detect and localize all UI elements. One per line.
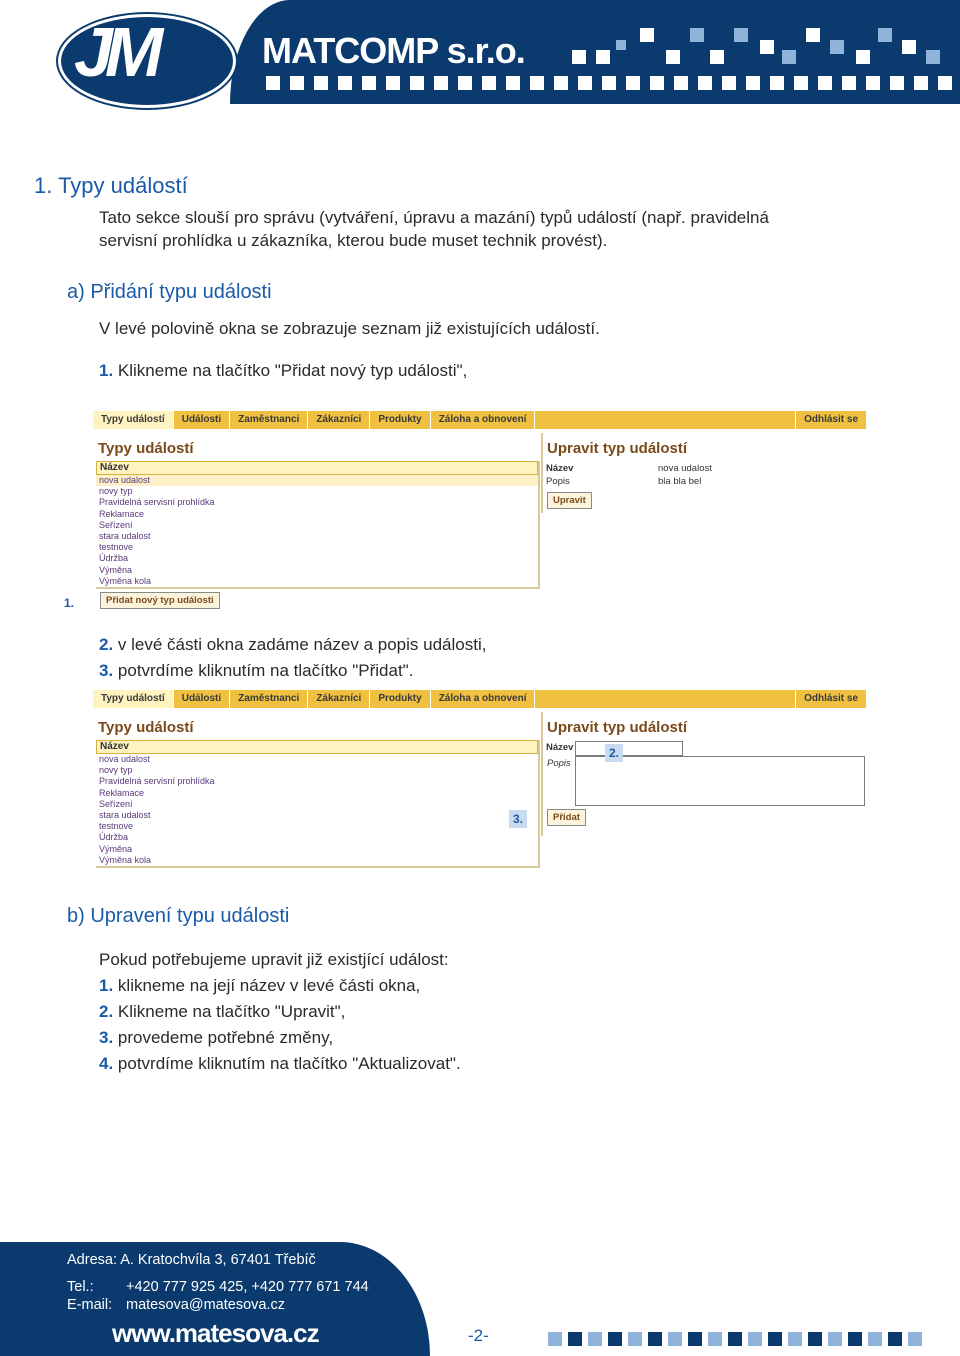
page-number: -2- <box>468 1326 489 1345</box>
step-number: 2. <box>99 1002 114 1021</box>
step-number: 2. <box>99 635 114 654</box>
step-text: provedeme potřebné změny, <box>113 1028 334 1047</box>
section-title: 1. Typy událostí <box>34 173 188 198</box>
list-item[interactable]: Reklamace <box>99 508 145 519</box>
field-label-desc: Popis <box>547 758 571 769</box>
panel-divider <box>541 433 543 513</box>
left-panel-title: Typy událostí <box>98 440 194 457</box>
list-header: Název <box>96 461 538 475</box>
list-item[interactable]: novy typ <box>99 765 133 776</box>
brand-name: MATCOMP s.r.o. <box>262 30 525 71</box>
nav-logout[interactable]: Odhlásit se <box>795 690 866 708</box>
intro-line-2: servisní prohlídka u zákazníka, kterou bude muset technik provést). <box>99 231 608 250</box>
step-number: 3. <box>99 1028 114 1047</box>
name-input[interactable] <box>575 741 683 756</box>
edit-step-2 <box>99 1000 345 1024</box>
list-item[interactable]: nova udalost <box>96 475 538 486</box>
list-item[interactable]: stara udalost <box>99 809 151 820</box>
edit-step-3 <box>99 1026 333 1050</box>
marker-2: 2. <box>605 744 623 762</box>
update-button[interactable]: Upravit <box>547 492 592 509</box>
nav-item-zamestnanci[interactable]: Zaměstnanci <box>230 411 308 429</box>
nav-item-produkty[interactable]: Produkty <box>370 690 430 708</box>
nav-item-zaloha[interactable]: Záloha a obnovení <box>431 690 536 708</box>
list-item[interactable]: Údržba <box>99 553 129 564</box>
field-value-name: nova udalost <box>658 463 712 474</box>
nav-item-udalosti[interactable]: Události <box>174 690 230 708</box>
list-item[interactable]: nova udalost <box>99 754 151 764</box>
step-text: potvrdíme kliknutím na tlačítko "Aktualizovat". <box>113 1054 461 1073</box>
step-text: v levé části okna zadáme název a popis události, <box>113 635 487 654</box>
marker-1: 1. <box>64 596 75 610</box>
right-panel-title: Upravit typ událostí <box>547 440 688 457</box>
field-value-desc: bla bla bel <box>658 476 702 487</box>
subsection-b-lead: Pokud potřebujeme upravit již existjící událost: <box>99 950 449 969</box>
step-number: 4. <box>99 1054 114 1073</box>
intro-line-1: Tato sekce slouší pro správu (vytváření, úpravu a mazání) typů událostí (např. pravidelná <box>99 208 769 227</box>
nav-item-produkty[interactable]: Produkty <box>370 411 430 429</box>
list-item[interactable]: Výměna <box>99 843 133 854</box>
list-item[interactable]: Údržba <box>99 832 129 843</box>
event-type-list <box>96 740 540 868</box>
panel-divider <box>541 712 543 836</box>
nav-item-zakaznici[interactable]: Zákazníci <box>308 690 370 708</box>
list-item[interactable]: novy typ <box>99 486 133 497</box>
left-panel-title: Typy událostí <box>98 719 194 736</box>
footer-email-label: E-mail: <box>67 1297 113 1313</box>
app-screenshot-1 <box>93 411 866 611</box>
nav-item-zakaznici[interactable]: Zákazníci <box>308 411 370 429</box>
add-new-type-button[interactable]: Přidat nový typ události <box>100 592 220 609</box>
footer-email[interactable]: matesova@matesova.cz <box>126 1297 285 1313</box>
nav-item-typy-udalosti[interactable]: Typy událostí <box>93 411 174 429</box>
list-item[interactable]: testnove <box>99 542 134 553</box>
list-item[interactable]: Výměna kola <box>99 854 152 865</box>
field-label-name: Název <box>546 742 574 753</box>
footer-address: Adresa: A. Kratochvíla 3, 67401 Třebíč <box>67 1252 316 1268</box>
step-number: 1. <box>99 361 114 380</box>
nav-item-zaloha[interactable]: Záloha a obnovení <box>431 411 536 429</box>
list-item[interactable]: testnove <box>99 821 134 832</box>
footer-website[interactable]: www.matesova.cz <box>112 1318 319 1348</box>
field-label-desc: Popis <box>546 476 570 487</box>
list-item[interactable]: Pravidelná servisní prohlídka <box>99 497 215 508</box>
add-button[interactable]: Přidat <box>547 809 586 826</box>
step-number: 1. <box>99 976 114 995</box>
footer-tel: +420 777 925 425, +420 777 671 744 <box>126 1279 369 1295</box>
right-panel-title: Upravit typ událostí <box>547 719 688 736</box>
list-item[interactable]: Výměna <box>99 564 133 575</box>
logo-text: JM <box>74 13 156 91</box>
subsection-a-title: a) Přidání typu události <box>67 281 272 303</box>
list-item[interactable]: Výměna kola <box>99 575 152 586</box>
list-item[interactable]: Seřízení <box>99 519 133 530</box>
nav-item-zamestnanci[interactable]: Zaměstnanci <box>230 690 308 708</box>
app-screenshot-2 <box>93 690 866 870</box>
step-text: klikneme na její název v levé části okna, <box>113 976 421 995</box>
subsection-a-text: V levé polovině okna se zobrazuje seznam již existujících událostí. <box>99 319 600 338</box>
list-header: Název <box>96 740 538 754</box>
edit-step-4 <box>99 1052 461 1076</box>
event-type-list <box>96 461 540 589</box>
list-item[interactable]: Reklamace <box>99 787 145 798</box>
description-textarea[interactable] <box>575 756 865 806</box>
marker-3: 3. <box>509 810 527 828</box>
list-item[interactable]: stara udalost <box>99 530 151 541</box>
subsection-b-title: b) Upravení typu události <box>67 905 290 927</box>
footer-tel-label: Tel.: <box>67 1279 94 1295</box>
nav-item-udalosti[interactable]: Události <box>174 411 230 429</box>
field-label-name: Název <box>546 463 574 474</box>
step-2 <box>99 633 486 657</box>
step-text: Klikneme na tlačítko "Přidat nový typ události", <box>113 361 468 380</box>
app-navbar <box>93 690 866 708</box>
edit-step-1 <box>99 974 420 998</box>
step-1 <box>99 359 467 383</box>
nav-item-typy-udalosti[interactable]: Typy událostí <box>93 690 174 708</box>
list-item[interactable]: Seřízení <box>99 798 133 809</box>
step-3 <box>99 659 413 683</box>
step-text: potvrdíme kliknutím na tlačítko "Přidat". <box>113 661 414 680</box>
nav-logout[interactable]: Odhlásit se <box>795 411 866 429</box>
step-number: 3. <box>99 661 114 680</box>
list-item[interactable]: Pravidelná servisní prohlídka <box>99 776 215 787</box>
step-text: Klikneme na tlačítko "Upravit", <box>113 1002 346 1021</box>
app-navbar <box>93 411 866 429</box>
